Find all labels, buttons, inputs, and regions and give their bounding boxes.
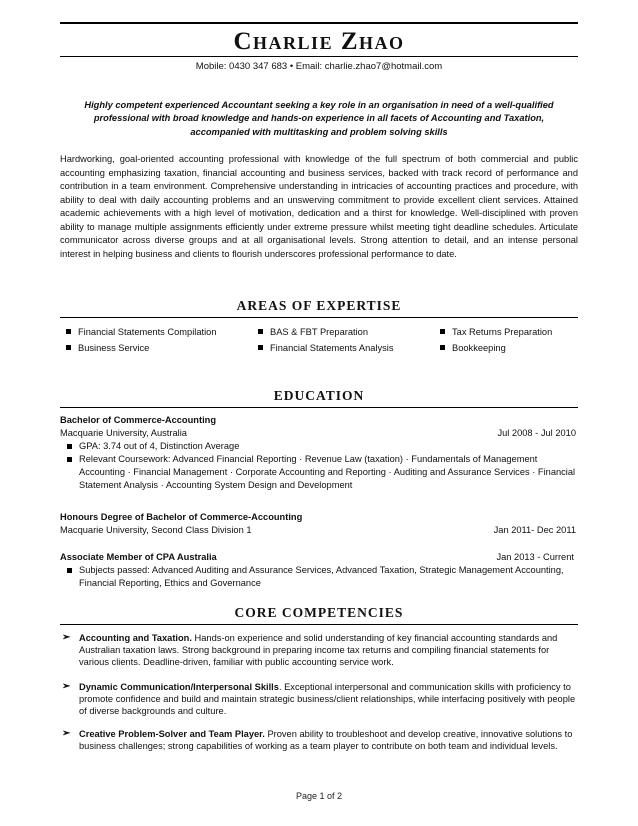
expertise-column-2	[258, 326, 394, 358]
expertise-column-1	[66, 326, 217, 358]
section-rule-competencies	[60, 624, 578, 625]
arrow-bullet-icon: ➢	[62, 681, 71, 692]
bullet-icon	[66, 329, 71, 334]
education-bullet: Subjects passed: Advanced Auditing and Assurance Services, Advanced Taxation, Strategic Management Accounting, Financial Reporting, Ethics and Governance	[60, 564, 578, 590]
candidate-name: Charlie Zhao	[233, 28, 405, 55]
date-range: Jan 2011- Dec 2011	[493, 525, 576, 535]
objective-statement: Highly competent experienced Accountant seeking a key role in an organisation in need of a well-qualified professional with broad knowledge and hands-on experience in all facets of Accounting and Taxation, accompanied with multitasking and problem solving skills	[84, 100, 554, 137]
bullet-icon	[258, 345, 263, 350]
section-title-expertise: AREAS OF EXPERTISE	[236, 298, 402, 313]
date-range: Jan 2013 - Current	[496, 552, 574, 562]
competency-item: ➢ Accounting and Taxation. Hands-on experience and solid understanding of key financial accounting standards and Australian taxation laws. Strong background in preparing income tax returns and compiling financial statements for various clients. Deadline-driven, familiar with public accounting service work.	[62, 632, 558, 668]
degree-title: Associate Member of CPA Australia	[60, 552, 217, 562]
institution: Macquarie University, Australia	[60, 428, 187, 438]
expertise-item: Tax Returns Preparation	[440, 326, 552, 342]
bullet-icon	[66, 345, 71, 350]
expertise-item: Financial Statements Analysis	[258, 342, 394, 358]
education-entry-bachelor	[60, 414, 578, 492]
expertise-item: Bookkeeping	[440, 342, 552, 358]
bullet-icon	[67, 568, 72, 573]
professional-summary: Hardworking, goal-oriented accounting professional with knowledge of the full spectrum of both commercial and public accounting emphasizing taxation, financial accounting and business services, backed with track record of performance and contribution in a team environment. Comprehensive understanding in intricacies of accounting practices and procedure, with ability to deal with daily accounting problems and an unswerving commitment to provide excellent client services. Attained academic achievements with a high level of motivation, dedication and a thirst for knowledge. Well-disciplined with proven ability to manage multiple assignments efficiently under extreme pressure whilst meeting tight deadline schedules. Articulate communicator across diverse groups and at all organisational levels. Strong attention to detail, and an intense personal interest in helping business and clients to flourish underscores professional performance to date.	[60, 154, 578, 259]
bullet-icon	[67, 457, 72, 462]
competency-item: ➢ Dynamic Communication/Interpersonal Skills. Exceptional interpersonal and communication skills with proficiency to promote confidence and build and maintain strategic business/client relationships, while interfacing positively with people of diverse backgrounds and culture.	[62, 681, 576, 717]
expertise-item: Business Service	[66, 342, 217, 358]
competency-item: ➢ Creative Problem-Solver and Team Player. Proven ability to troubleshoot and develop creative, innovative solutions to business challenges; strong capabilities of working as a team player to contribute on both team and individual levels.	[62, 728, 573, 752]
bullet-icon	[67, 444, 72, 449]
name-rule	[60, 56, 578, 57]
date-range: Jul 2008 - Jul 2010	[497, 428, 576, 438]
degree-title: Honours Degree of Bachelor of Commerce-Accounting	[60, 512, 303, 522]
contact-line: Mobile: 0430 347 683 • Email: charlie.zhao7@hotmail.com	[195, 61, 443, 72]
section-title-competencies: CORE COMPETENCIES	[234, 605, 404, 620]
expertise-column-3	[440, 326, 552, 358]
section-title-education: EDUCATION	[273, 388, 365, 403]
education-bullet: GPA: 3.74 out of 4, Distinction Average	[60, 440, 578, 453]
expertise-item: Financial Statements Compilation	[66, 326, 217, 342]
arrow-bullet-icon: ➢	[62, 728, 71, 739]
bullet-icon	[440, 345, 445, 350]
arrow-bullet-icon: ➢	[62, 632, 71, 643]
education-entry-honours	[60, 511, 578, 537]
degree-title: Bachelor of Commerce-Accounting	[60, 415, 217, 425]
education-entry-cpa	[60, 551, 578, 590]
page-number: Page 1 of 2	[295, 791, 343, 801]
section-rule-expertise	[60, 317, 578, 318]
bullet-icon	[258, 329, 263, 334]
section-rule-education	[60, 407, 578, 408]
expertise-item: BAS & FBT Preparation	[258, 326, 394, 342]
bullet-icon	[440, 329, 445, 334]
education-bullet: Relevant Coursework: Advanced Financial Reporting · Revenue Law (taxation) · Fundamentals of Management Accounting · Financial Management · Corporate Accounting and Reporting · Auditing and Assurance Services · Financial Statement Analysis · Accounting System Design and Development	[60, 453, 578, 492]
top-rule	[60, 22, 578, 24]
institution: Macquarie University, Second Class Division 1	[60, 525, 252, 535]
